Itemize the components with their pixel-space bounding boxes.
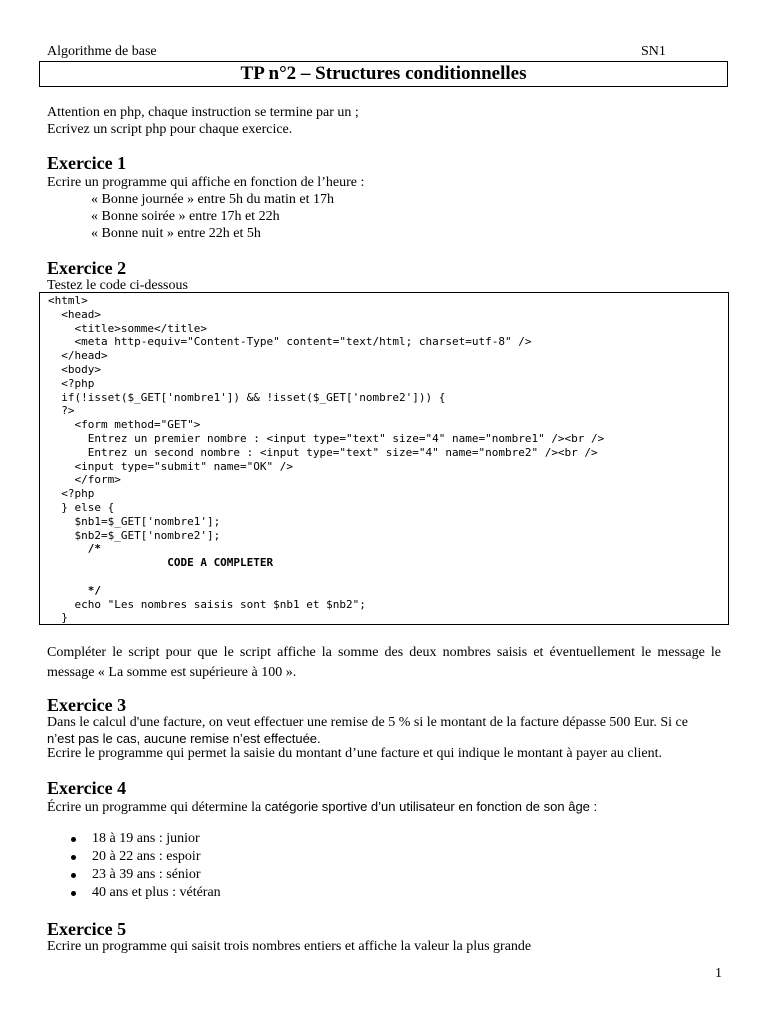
page-number: 1 <box>715 966 722 981</box>
header-class: SN1 <box>641 44 666 59</box>
ex4-heading: Exercice 4 <box>47 778 127 798</box>
code-line: } <box>48 611 68 625</box>
ex2-instructions: Compléter le script pour que le script affiche la somme des deux nombres saisis et éventuellement le message le message « La somme est supérieure à 100 ». <box>47 645 721 680</box>
list-item <box>47 830 221 848</box>
list-item-text: 20 à 22 ans : espoir <box>92 849 201 864</box>
code-placeholder: CODE A COMPLETER <box>48 556 274 570</box>
code-line: $nb1=$_GET['nombre1']; <box>48 514 221 528</box>
bullet-icon <box>71 873 76 878</box>
intro-line-1: Attention en php, chaque instruction se termine par un ; <box>47 105 359 120</box>
ex3-line-1: Dans le calcul d'une facture, on veut effectuer une remise de 5 % si le montant de la facture dépasse 500 Eur. Si ce <box>47 715 688 730</box>
list-item <box>47 848 221 866</box>
ex4-list <box>47 830 221 902</box>
ex3-line-2: n’est pas le cas, aucune remise n’est effectuée. <box>47 731 321 746</box>
code-line: <meta http-equiv="Content-Type" content="text/html; charset=utf-8" /> <box>48 335 532 349</box>
ex4-text <box>47 798 597 816</box>
ex1-item-1: « Bonne journée » entre 5h du matin et 17h <box>91 192 334 207</box>
ex2-heading: Exercice 2 <box>47 258 127 278</box>
code-line: <input type="submit" name="OK" /> <box>48 459 294 473</box>
code-line: <html> <box>48 294 88 307</box>
code-line: ?> <box>48 404 75 418</box>
ex1-item-3: « Bonne nuit » entre 22h et 5h <box>91 226 261 241</box>
code-line: <body> <box>48 363 101 376</box>
ex5-heading: Exercice 5 <box>47 919 127 939</box>
code-line: Entrez un second nombre : <input type="text" size="4" name="nombre2" /><br /> <box>48 445 598 459</box>
ex3-line-3: Ecrire le programme qui permet la saisie du montant d’une facture et qui indique le montant à payer au client. <box>47 746 662 761</box>
code-line: <title>somme</title> <box>48 321 207 335</box>
list-item <box>47 866 221 884</box>
intro <box>47 104 359 138</box>
code-line: <?php <box>48 376 95 390</box>
code-line: <head> <box>48 307 101 321</box>
header-course: Algorithme de base <box>47 44 157 59</box>
code-line: $nb2=$_GET['nombre2']; <box>48 528 221 542</box>
bullet-icon <box>71 855 76 860</box>
code-line: if(!isset($_GET['nombre1']) && !isset($_GET['nombre2'])) { <box>48 390 446 404</box>
ex5-text: Ecrire un programme qui saisit trois nombres entiers et affiche la valeur la plus grande <box>47 939 532 954</box>
ex1-heading: Exercice 1 <box>47 153 127 173</box>
code-line: </head> <box>48 349 108 363</box>
code-line: /* <box>48 542 101 556</box>
ex1-text: Ecrire un programme qui affiche en fonction de l’heure : <box>47 175 365 190</box>
ex4-text-b: catégorie sportive d’un utilisateur en fonction de son âge : <box>264 799 598 814</box>
ex1-item-2: « Bonne soirée » entre 17h et 22h <box>91 209 280 224</box>
list-item <box>47 884 221 902</box>
intro-line-2: Ecrivez un script php pour chaque exercice. <box>47 122 293 137</box>
code-line: <?php <box>48 487 95 501</box>
list-item-text: 18 à 19 ans : junior <box>92 831 200 846</box>
ex3-heading: Exercice 3 <box>47 695 127 715</box>
list-item-text: 23 à 39 ans : sénior <box>92 867 201 882</box>
ex2-text: Testez le code ci-dessous <box>47 278 188 293</box>
code-line: </form> <box>48 473 121 487</box>
code-line: } else { <box>48 501 115 514</box>
ex4-text-a: Écrire un programme qui détermine la <box>47 800 265 815</box>
code-line: */ <box>48 583 101 597</box>
list-item-text: 40 ans et plus : vétéran <box>92 885 221 900</box>
page-title: TP n°2 – Structures conditionnelles <box>39 61 728 87</box>
bullet-icon <box>71 837 76 842</box>
code-line: Entrez un premier nombre : <input type="text" size="4" name="nombre1" /><br /> <box>48 432 605 445</box>
bullet-icon <box>71 891 76 896</box>
code-line: <form method="GET"> <box>48 418 201 432</box>
code-line: echo "Les nombres saisis sont $nb1 et $nb2"; <box>48 597 366 611</box>
